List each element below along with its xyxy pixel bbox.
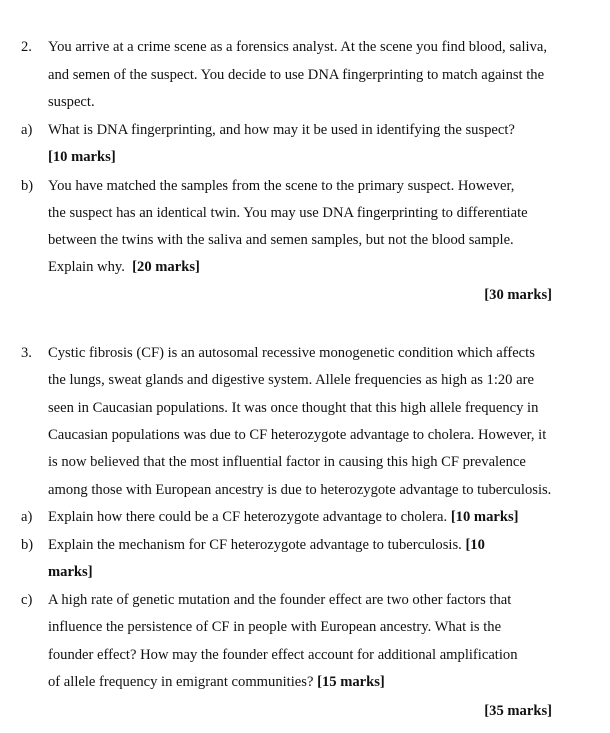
question-3b-label: b)	[21, 537, 34, 553]
question-3c-marks: [15 marks]	[317, 674, 385, 690]
question-2-stem-line-2: and semen of the suspect. You decide to use DNA fingerprinting to match against the	[48, 67, 545, 83]
question-2-stem-line-1: You arrive at a crime scene as a forensics analyst. At the scene you find blood, saliva,	[48, 39, 548, 55]
question-2-number: 2.	[21, 39, 32, 55]
question-3b-marks-part-1: [10	[465, 537, 485, 553]
question-3-stem-line-4: Caucasian populations was due to CF heterozygote advantage to cholera. However, it	[48, 427, 547, 443]
question-2b-marks: [20 marks]	[132, 259, 200, 275]
question-3-total-marks: [35 marks]	[484, 703, 552, 719]
question-3c-line-4: of allele frequency in emigrant communities? [15 marks]	[48, 674, 385, 690]
question-2b-line-2: the suspect has an identical twin. You may use DNA fingerprinting to differentiate	[48, 205, 528, 221]
question-3b-marks-part-2: marks]	[48, 564, 93, 580]
question-3b-line-1: Explain the mechanism for CF heterozygote advantage to tuberculosis. [10	[48, 537, 485, 553]
question-3c-line-3: founder effect? How may the founder effect account for additional amplification	[48, 647, 518, 663]
question-2-total-marks: [30 marks]	[484, 287, 552, 303]
question-3-stem-line-6: among those with European ancestry is due to heterozygote advantage to tuberculosis.	[48, 482, 552, 498]
question-3-stem-line-1: Cystic fibrosis (CF) is an autosomal recessive monogenetic condition which affects	[48, 345, 535, 361]
question-3c-line-2: influence the persistence of CF in people with European ancestry. What is the	[48, 619, 502, 635]
question-3a-line-1: Explain how there could be a CF heterozygote advantage to cholera. [10 marks]	[48, 509, 519, 525]
question-3c-label: c)	[21, 592, 33, 608]
question-2a-line-1: What is DNA fingerprinting, and how may it be used in identifying the suspect?	[48, 122, 515, 138]
question-2b-line-4: Explain why. [20 marks]	[48, 259, 200, 275]
question-3-stem-line-3: seen in Caucasian populations. It was once thought that this high allele frequency in	[48, 400, 539, 416]
question-3-number: 3.	[21, 345, 32, 361]
question-2b-line-1: You have matched the samples from the scene to the primary suspect. However,	[48, 178, 515, 194]
question-3-stem-line-5: is now believed that the most influential factor in causing this high CF prevalence	[48, 454, 526, 470]
question-3-stem-line-2: the lungs, sweat glands and digestive system. Allele frequencies as high as 1:20 are	[48, 372, 534, 388]
question-2b-label: b)	[21, 178, 34, 194]
question-3c-line-1: A high rate of genetic mutation and the founder effect are two other factors that	[48, 592, 512, 608]
question-2a-marks: [10 marks]	[48, 149, 116, 165]
question-3a-marks: [10 marks]	[450, 509, 519, 525]
question-2a-label: a)	[21, 122, 33, 138]
question-2-stem-line-3: suspect.	[48, 94, 95, 110]
question-2b-line-3: between the twins with the saliva and semen samples, but not the blood sample.	[48, 232, 514, 248]
question-3a-label: a)	[21, 509, 33, 525]
